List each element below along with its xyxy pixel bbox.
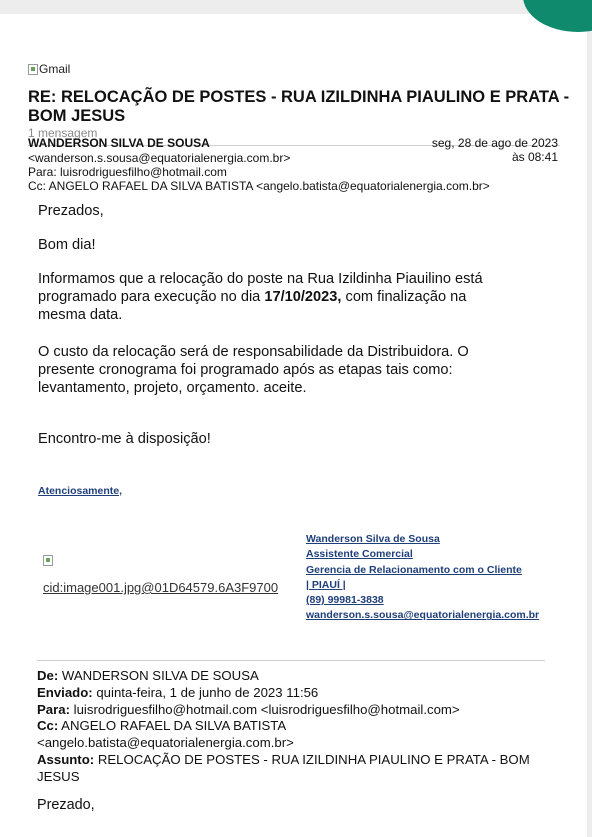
cc-line: Cc: ANGELO RAFAEL DA SILVA BATISTA <angelo.batista@equatorialenergia.com.br>: [28, 179, 490, 193]
quoted-sent-label: Enviado:: [37, 684, 93, 700]
schedule-text-after: com finalização na mesma data.: [38, 289, 467, 323]
schedule-date: 17/10/2023,: [264, 289, 342, 305]
sent-date: [432, 136, 558, 164]
quoted-greeting: Prezado,: [37, 797, 95, 813]
broken-image-icon: [28, 64, 38, 75]
quoted-to-value: luisrodriguesfilho@hotmail.com <luisrodriguesfilho@hotmail.com>: [70, 701, 460, 717]
quoted-from: [37, 668, 537, 685]
signature-broken-image-icon: [43, 555, 53, 566]
signature-state[interactable]: | PIAUÍ |: [306, 578, 346, 591]
message-count: 1 mensagem: [28, 126, 98, 140]
sender-name: WANDERSON SILVA DE SOUSA: [28, 136, 210, 150]
body-greeting: Prezados,: [38, 203, 104, 219]
email-page: [0, 14, 587, 837]
signature-block: [306, 532, 539, 624]
body-closing: Encontro-me à disposição!: [38, 431, 211, 447]
quoted-divider: [37, 660, 545, 661]
signature-regards: Atenciosamente,: [38, 485, 123, 497]
quoted-cc-value: ANGELO RAFAEL DA SILVA BATISTA: [58, 718, 287, 734]
signature-name[interactable]: Wanderson Silva de Sousa: [306, 533, 440, 545]
quoted-to: [37, 702, 537, 719]
quoted-subject: [37, 752, 537, 786]
gmail-logo: [28, 62, 70, 76]
body-paragraph-cost: O custo da relocação será de responsabilidade da Distribuidora. O presente cronograma foi programado após as etapas tais como: levantamento, projeto, orçamento. aceite.: [38, 344, 469, 396]
schedule-text-before: Informamos que a relocação do poste na Rua Izildinha Piauilino está programado para execução no dia: [38, 271, 483, 305]
quoted-header: [37, 668, 537, 786]
signature-department[interactable]: Gerencia de Relacionamento com o Cliente: [306, 563, 522, 576]
signature-phone[interactable]: (89) 99981-3838: [306, 594, 384, 607]
sent-date-day: seg, 28 de ago de 2023: [431, 136, 558, 150]
quoted-cc-label: Cc:: [37, 718, 59, 734]
signature-image-alt[interactable]: cid:image001.jpg@01D64579.6A3F9700: [43, 580, 279, 595]
quoted-subject-label: Assunto:: [37, 751, 95, 767]
quoted-subject-value: RELOCAÇÃO DE POSTES - RUA IZILDINHA PIAULINO E PRATA - BOM JESUS: [37, 751, 530, 784]
signature-email[interactable]: wanderson.s.sousa@equatorialenergia.com.br: [306, 609, 540, 622]
body-paragraph-schedule: [38, 270, 518, 324]
quoted-sent: [37, 685, 537, 702]
quoted-from-label: De:: [37, 668, 59, 683]
quoted-from-value: WANDERSON SILVA DE SOUSA: [58, 668, 259, 683]
quoted-cc-email: <angelo.batista@equatorialenergia.com.br>: [37, 735, 294, 751]
gmail-logo-alt: Gmail: [39, 62, 71, 76]
quoted-cc: [37, 718, 537, 735]
to-line: Para: luisrodriguesfilho@hotmail.com: [28, 165, 227, 179]
sent-date-time: às 08:41: [511, 150, 558, 164]
email-subject: RE: RELOCAÇÃO DE POSTES - RUA IZILDINHA PIAULINO E PRATA - BOM JESUS: [28, 88, 570, 125]
quoted-sent-value: quinta-feira, 1 de junho de 2023 11:56: [92, 684, 319, 700]
body-salutation: Bom dia!: [38, 237, 96, 253]
sender-email[interactable]: <wanderson.s.sousa@equatorialenergia.com.br>: [28, 151, 291, 165]
quoted-to-label: Para:: [37, 701, 70, 717]
signature-role[interactable]: Assistente Comercial: [306, 548, 413, 561]
